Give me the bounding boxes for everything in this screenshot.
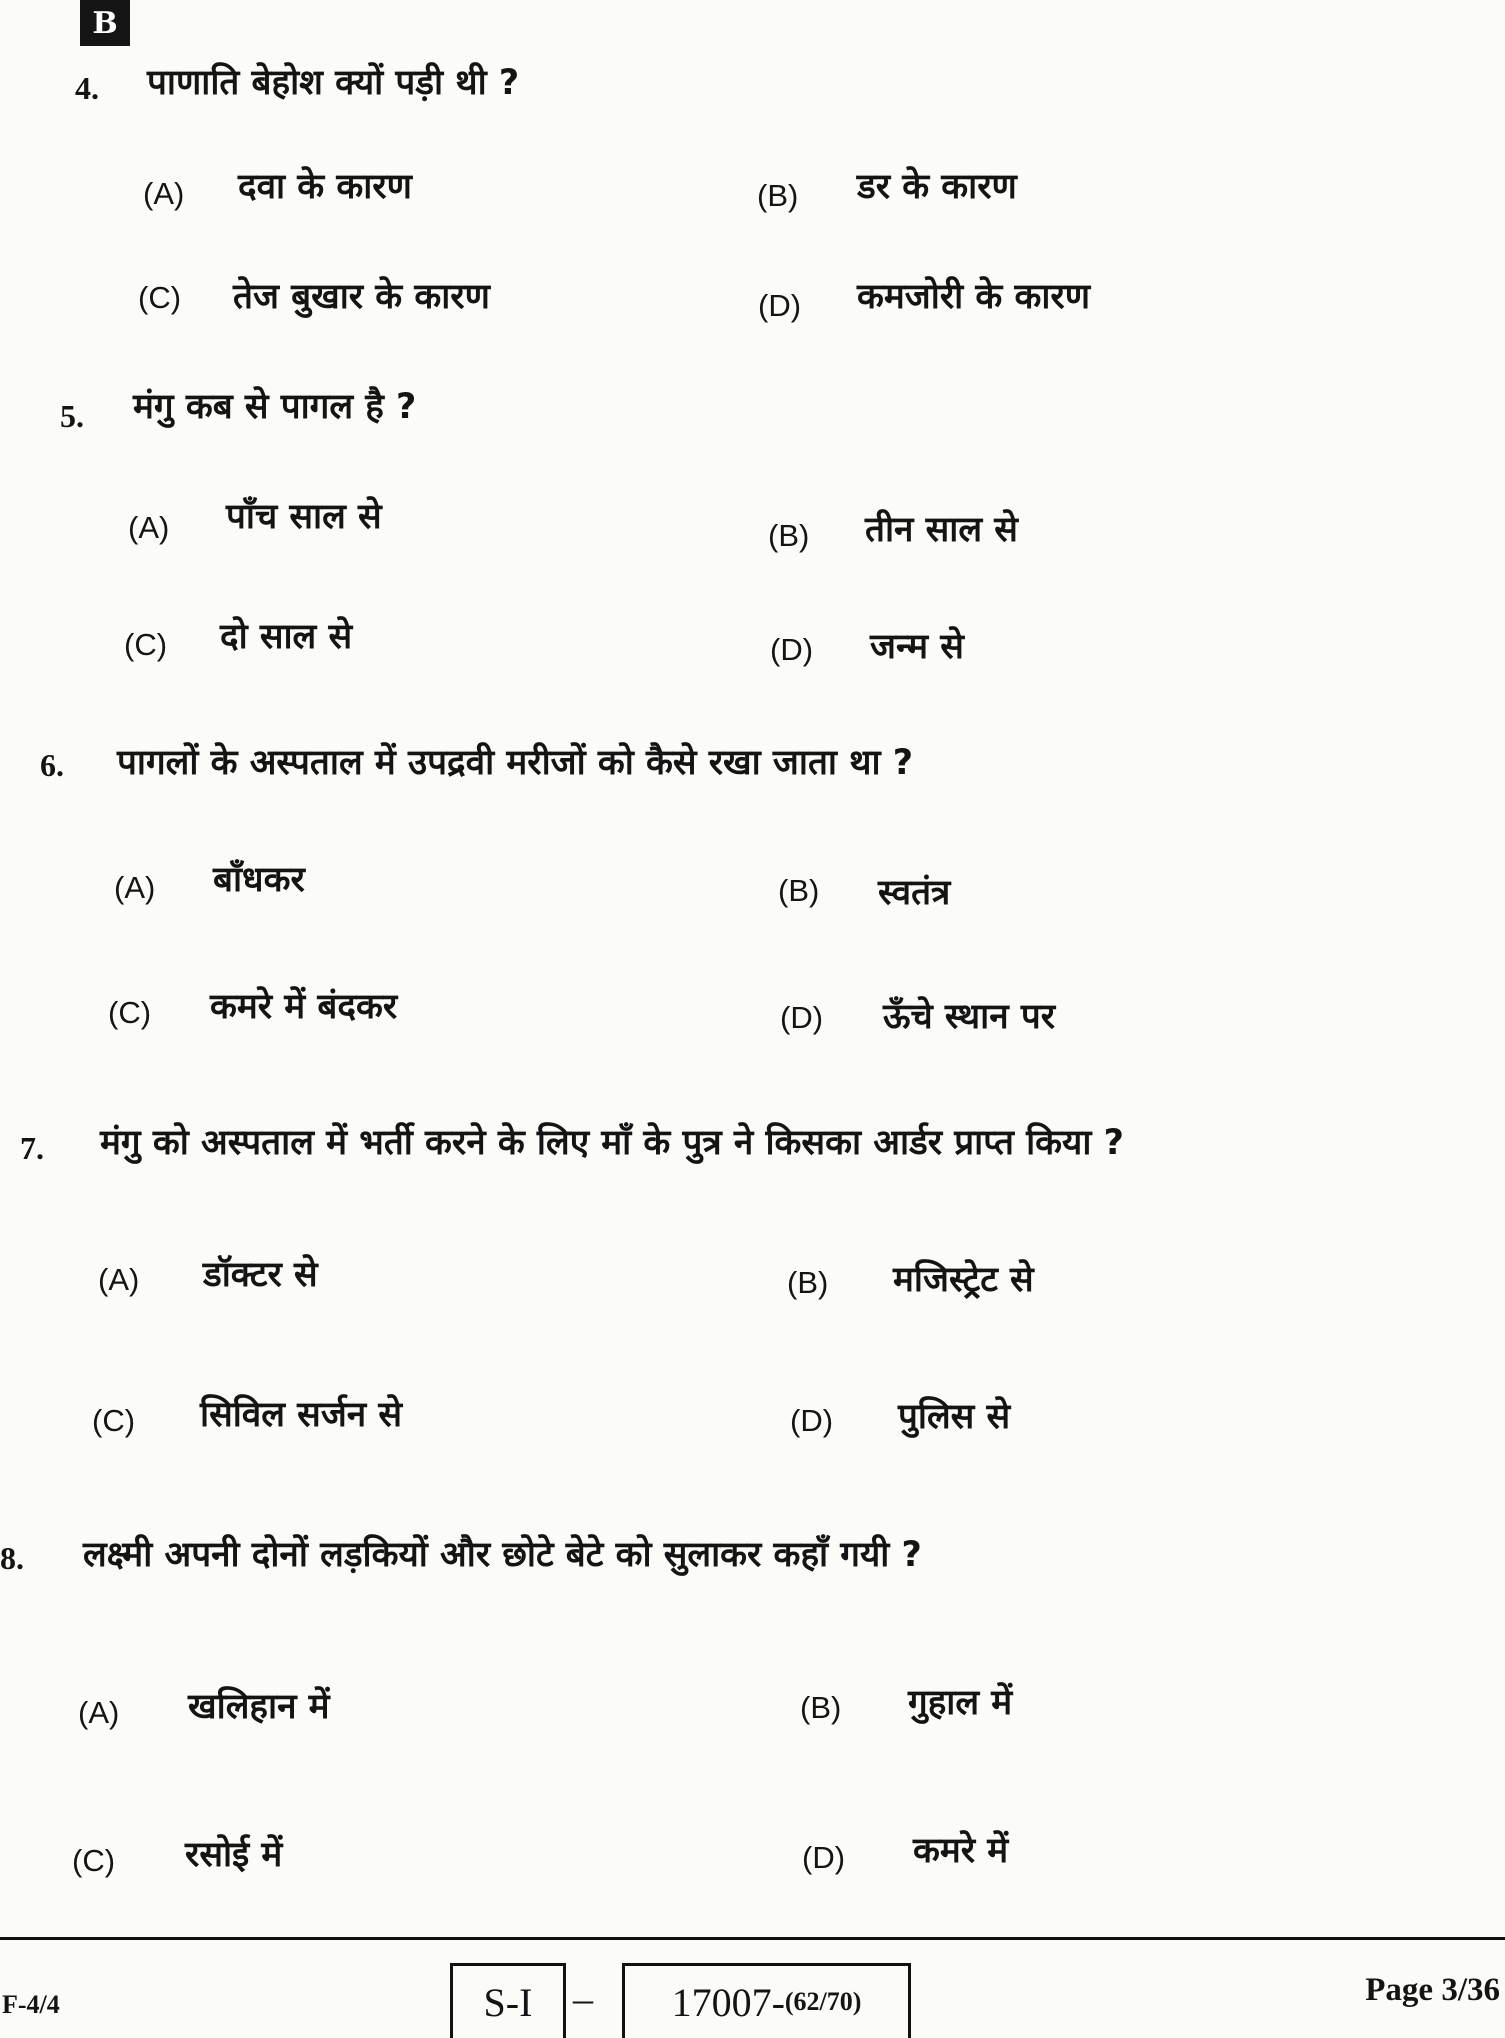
set-badge: B [80,0,130,46]
option-text: जन्म से [870,627,964,667]
option-text: पाँच साल से [226,497,382,537]
option-text: दवा के कारण [238,167,412,207]
option-label: (B) [757,178,799,213]
option-label: (D) [780,1000,824,1035]
question-number: 7. [20,1130,44,1166]
question-text: पागलों के अस्पताल में उपद्रवी मरीजों को कैसे रखा जाता था ? [117,743,914,783]
option-text: रसोई में [185,1835,283,1875]
series-box [450,1963,566,2038]
option-text: कमजोरी के कारण [857,277,1091,317]
option-text: ऊँचे स्थान पर [883,997,1056,1037]
option-label: (A) [128,510,170,545]
question-number: 6. [40,747,64,783]
option-label: (A) [78,1695,120,1730]
paper-code-box [622,1963,911,2038]
question-text: मंगु को अस्पताल में भर्ती करने के लिए माँ के पुत्र ने किसका आर्डर प्राप्त किया ? [100,1123,1124,1163]
option-label: (C) [124,627,168,662]
option-label: (D) [758,288,802,323]
option-label: (C) [108,995,152,1030]
option-text: स्वतंत्र [878,873,951,913]
question-number: 4. [75,70,99,106]
footer-dash: – [573,1976,593,2021]
option-label: (D) [802,1840,846,1875]
paper-code-suffix: (62/70) [784,1987,862,2016]
option-text: सिविल सर्जन से [200,1395,403,1435]
option-text: दो साल से [220,617,353,657]
option-text: कमरे में बंदकर [210,987,398,1027]
question-number: 5. [60,398,84,434]
option-label: (A) [114,870,156,905]
question-number: 8. [0,1540,24,1576]
option-label: (A) [98,1262,140,1297]
option-text: डॉक्टर से [203,1255,318,1295]
option-text: गुहाल में [908,1683,1013,1723]
option-text: डर के कारण [857,167,1017,207]
option-text: बाँधकर [213,860,305,900]
paper-code: 17007- [671,1979,785,2025]
option-label: (C) [92,1403,136,1438]
option-label: (D) [770,632,814,667]
form-code: F-4/4 [2,1990,60,2019]
option-text: खलिहान में [188,1687,330,1727]
question-text: मंगु कब से पागल है ? [133,387,417,427]
option-text: तेज बुखार के कारण [233,277,490,317]
option-label: (C) [72,1843,116,1878]
question-text: पाणाति बेहोश क्यों पड़ी थी ? [147,63,520,103]
series-code: S-I [483,1979,533,2025]
page-number: Page 3/36 [1365,1972,1500,2008]
option-label: (C) [138,280,182,315]
option-text: कमरे में [913,1831,1009,1871]
option-label: (B) [800,1690,842,1725]
option-text: मजिस्ट्रेट से [893,1260,1034,1300]
option-text: तीन साल से [865,510,1018,550]
option-label: (B) [768,518,810,553]
footer-rule [0,1937,1505,1940]
option-label: (D) [790,1403,834,1438]
question-text: लक्ष्मी अपनी दोनों लड़कियों और छोटे बेटे को सुलाकर कहाँ गयी ? [83,1535,922,1575]
option-label: (B) [787,1265,829,1300]
option-label: (A) [143,176,185,211]
option-text: पुलिस से [898,1397,1011,1437]
option-label: (B) [778,873,820,908]
